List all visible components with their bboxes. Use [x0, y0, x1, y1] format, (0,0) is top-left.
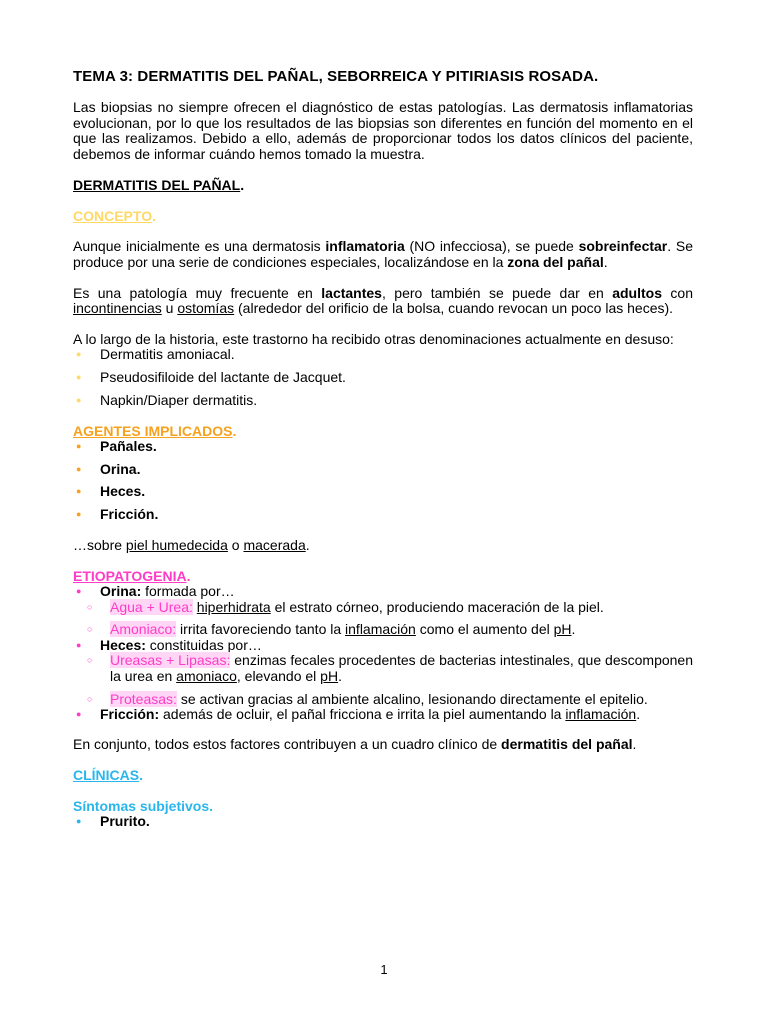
bold-term: dermatitis del pañal: [501, 735, 633, 752]
etio-heading: [73, 568, 693, 584]
underlined-term: macerada: [243, 536, 306, 553]
list-item-text: Fricción.: [100, 505, 159, 522]
text-run: irrita favoreciendo tanto la: [176, 621, 346, 638]
underlined-term: pH: [553, 621, 572, 638]
text-run: enzimas fecales procedentes de bacterias intestinales, que descomponen la urea en: [110, 652, 693, 685]
highlighted-term: Amoniaco:: [110, 621, 177, 638]
list-item: [73, 439, 693, 455]
text-run: Es una patología muy frecuente en: [73, 284, 322, 301]
list-item: [73, 638, 693, 654]
section-heading: [73, 177, 693, 193]
circle-bullet-icon: ○: [87, 655, 93, 666]
concepto-paragraph-1: [73, 239, 693, 270]
text-run: (alrededor del orificio de la bolsa, cuando revocan un poco las heces).: [234, 300, 674, 317]
bullet-dot-icon: ●: [76, 441, 82, 452]
bold-term: lactantes: [321, 284, 382, 301]
bold-term: Heces:: [100, 636, 146, 653]
list-item-text: Dermatitis amoniacal.: [100, 346, 235, 363]
bullet-dot-icon: ●: [76, 816, 82, 827]
etio-heading-text: ETIOPATOGENIA: [73, 568, 187, 585]
list-item-text: Pañales.: [100, 438, 157, 455]
bold-term: zona del pañal: [507, 253, 604, 270]
bullet-dot-icon: ●: [76, 486, 82, 497]
concepto-heading-dot: .: [152, 208, 156, 225]
list-item: [73, 707, 693, 723]
text-run: o: [227, 536, 244, 553]
text-run: (NO infecciosa), se puede: [404, 238, 579, 255]
clinicas-heading-text: CLÍNICAS: [73, 767, 140, 784]
bold-term: sobreinfectar: [578, 238, 668, 255]
document-title: TEMA 3: DERMATITIS DEL PAÑAL, SEBORREICA Y PITIRIASIS ROSADA.: [73, 68, 599, 85]
text-run: .: [305, 536, 310, 553]
etio-heces-list: [73, 638, 693, 654]
denominations-list: [73, 347, 693, 408]
text-run: En conjunto, todos estos factores contribuyen a un cuadro clínico de: [73, 735, 502, 752]
agentes-heading-text: AGENTES IMPLICADOS: [73, 423, 233, 440]
etio-friccion-list: [73, 707, 693, 723]
bullet-dot-icon: ●: [76, 586, 82, 597]
bold-term: Orina:: [100, 583, 142, 600]
list-item: [73, 484, 693, 500]
text-run: …sobre: [73, 536, 126, 553]
agentes-after-text: [73, 538, 693, 554]
list-item-text: Prurito.: [100, 813, 150, 830]
agentes-heading-dot: .: [232, 423, 237, 440]
clinicas-list: [73, 814, 693, 830]
bullet-dot-icon: ●: [76, 394, 82, 405]
text-run: se activan gracias al ambiente alcalino, lesionando directamente el epitelio.: [176, 690, 648, 707]
intro-paragraph: Las biopsias no siempre ofrecen el diagnóstico de estas patologías. Las dermatosis inflamatorias evolucionan, por lo que los resultados de las biopsias son diferentes en función del momento en el que las realizamos. Debido a ello, además de proporcionar todos los datos clínicos del paciente, debemos de informar cuándo hemos tomado la muestra.: [73, 99, 693, 162]
list-item: [73, 393, 693, 409]
list-item: [73, 462, 693, 478]
list-item-text: Orina.: [100, 460, 141, 477]
list-item: [73, 347, 693, 363]
bullet-dot-icon: ●: [76, 349, 82, 360]
list-item: [73, 370, 693, 386]
underlined-term: amoniaco: [176, 668, 237, 685]
circle-bullet-icon: ○: [87, 624, 93, 635]
concepto-paragraph-2: [73, 286, 693, 317]
bullet-dot-icon: ●: [76, 371, 82, 382]
page-content: [73, 62, 693, 830]
text-run: Aunque inicialmente es una dermatosis: [73, 238, 326, 255]
concepto-heading: [73, 208, 693, 224]
agentes-heading: [73, 423, 693, 439]
section-heading-dot: .: [240, 177, 245, 194]
sub-list-item: [73, 622, 693, 638]
sub-list-item: [73, 653, 693, 684]
underlined-term: pH: [320, 668, 339, 685]
text-run: .: [603, 253, 608, 270]
text-run: .: [636, 706, 641, 723]
underlined-term: hiperhidrata: [196, 598, 271, 615]
text-run: además de ocluir, el pañal fricciona e irrita la piel aumentando la: [159, 706, 566, 723]
concepto-paragraph-3: A lo largo de la historia, este trastorno ha recibido otras denominaciones actualmente en desuso:: [73, 330, 674, 347]
underlined-term: piel humedecida: [125, 536, 228, 553]
text-run: .: [338, 668, 342, 685]
heces-sublist: [73, 653, 693, 707]
text-run: como el aumento del: [415, 621, 554, 638]
sub-list-item: [73, 692, 693, 708]
list-item: [73, 814, 693, 830]
page-number: 1: [380, 962, 388, 977]
highlighted-term: Ureasas + Lipasas:: [110, 652, 231, 669]
highlighted-term: Proteasas:: [110, 690, 177, 707]
bold-term: inflamatoria: [325, 238, 405, 255]
clinicas-subheading: Síntomas subjetivos.: [73, 798, 214, 815]
etio-conclusion: [73, 737, 693, 753]
bullet-dot-icon: ●: [76, 639, 82, 650]
underlined-term: inflamación: [345, 621, 416, 638]
list-item: [73, 584, 693, 600]
text-run: el estrato córneo, produciendo maceración de la piel.: [270, 598, 604, 615]
text-run: . Se produce por una serie de condiciones especiales, localizándose en la: [73, 238, 693, 270]
text-run: constituidas por…: [145, 636, 262, 653]
bold-term: Fricción:: [100, 706, 160, 723]
underlined-term: incontinencias: [73, 300, 162, 317]
text-run: .: [571, 621, 576, 638]
text-run: , pero también se puede dar en: [381, 284, 613, 301]
bold-term: adultos: [612, 284, 662, 301]
section-heading-text: DERMATITIS DEL PAÑAL: [73, 177, 241, 194]
text-run: , elevando el: [236, 668, 321, 685]
text-run: con: [661, 284, 693, 301]
etio-orina-list: [73, 584, 693, 600]
list-item-text: Napkin/Diaper dermatitis.: [100, 391, 258, 408]
circle-bullet-icon: ○: [87, 601, 93, 612]
highlighted-term: Agua + Urea:: [110, 598, 193, 615]
bullet-dot-icon: ●: [76, 508, 82, 519]
agentes-list: [73, 439, 693, 522]
text-run: formada por…: [141, 583, 235, 600]
text-run: .: [632, 735, 637, 752]
underlined-term: inflamación: [565, 706, 637, 723]
underlined-term: ostomías: [177, 300, 235, 317]
text-run: u: [161, 300, 178, 317]
circle-bullet-icon: ○: [87, 693, 93, 704]
etio-heading-dot: .: [186, 568, 191, 585]
clinicas-heading: [73, 767, 693, 783]
bullet-dot-icon: ●: [76, 709, 82, 720]
list-item-text: Heces.: [100, 483, 146, 500]
bullet-dot-icon: ●: [76, 463, 82, 474]
orina-sublist: [73, 600, 693, 638]
concepto-heading-text: CONCEPTO: [73, 208, 153, 225]
sub-list-item: [73, 600, 693, 616]
list-item-text: Pseudosifiloide del lactante de Jacquet.: [100, 368, 346, 385]
list-item: [73, 507, 693, 523]
clinicas-heading-dot: .: [139, 767, 144, 784]
